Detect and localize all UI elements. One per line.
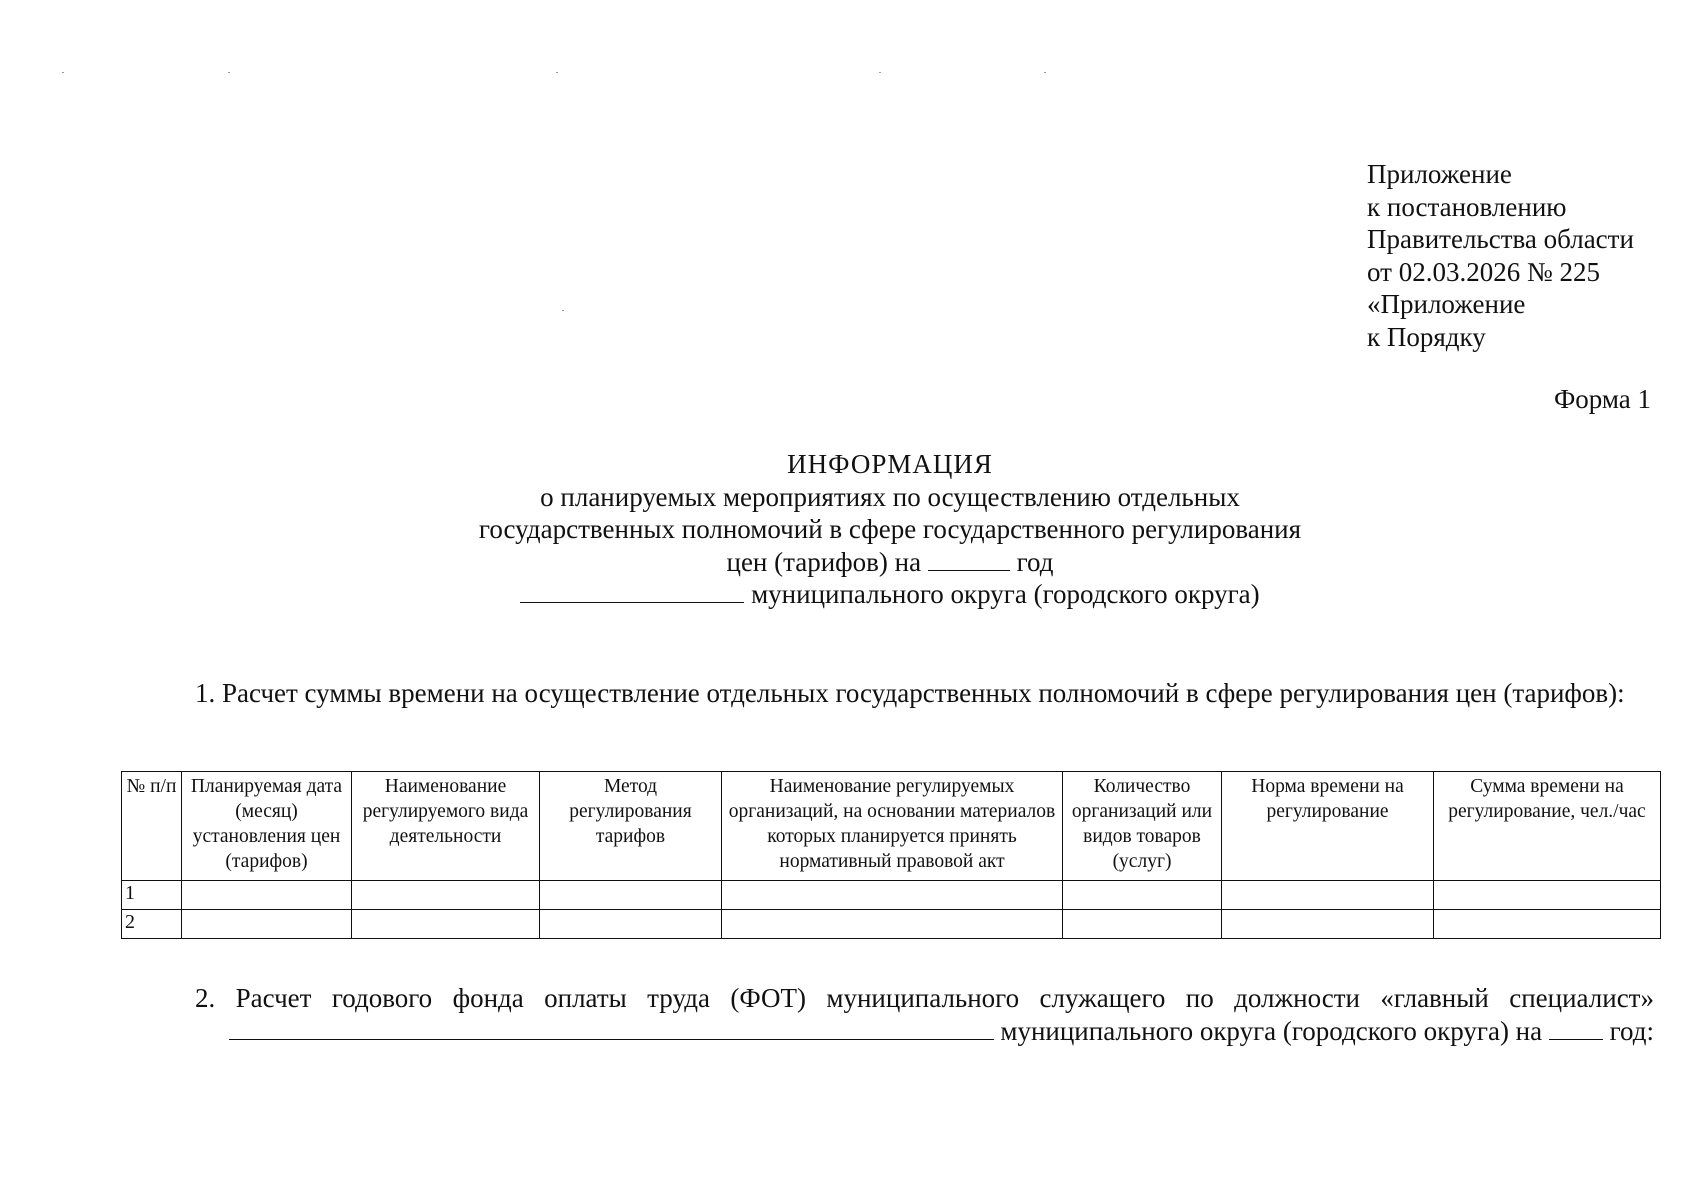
section-2-text: 2. Расчет годового фонда оплаты труда (ФОТ) муниципального служащего по должности «главный специалист» [195, 983, 1654, 1013]
municipality-blank-field[interactable] [229, 1019, 994, 1040]
table-cell[interactable] [1063, 910, 1222, 939]
row-number-cell: 1 [122, 881, 182, 910]
column-header: Сумма времени на регулирование, чел./час [1434, 772, 1661, 881]
appendix-line: к постановлению [1367, 191, 1567, 222]
table-cell[interactable] [1222, 881, 1434, 910]
table-cell[interactable] [1434, 910, 1661, 939]
table-row [122, 910, 1661, 939]
appendix-line: от 02.03.2026 № 225 [1367, 256, 1600, 287]
title-text: муниципального округа (городского округа) [751, 579, 1260, 609]
municipality-blank-field[interactable] [520, 582, 744, 603]
table-header-row [122, 772, 1661, 881]
title-line-year [290, 546, 1490, 579]
table-cell[interactable] [540, 881, 722, 910]
title-main: ИНФОРМАЦИЯ [787, 449, 993, 479]
title-text: цен (тарифов) на [726, 546, 922, 577]
column-header: Наименование регулируемого вида деятельности [352, 772, 540, 881]
appendix-line: Правительства области [1367, 224, 1634, 254]
column-header: Планируемая дата (месяц) установления цен (тарифов) [182, 772, 352, 881]
section-2-text: муниципального округа (городского округа) на [1000, 1016, 1543, 1046]
section-1-heading: 1. Расчет суммы времени на осуществление отдельных государственных полномочий в сфере регулирования цен (тарифов): [195, 678, 1625, 708]
year-blank-field[interactable] [928, 550, 1010, 571]
table-cell[interactable] [182, 881, 352, 910]
table-row [122, 881, 1661, 910]
table-cell[interactable] [1222, 910, 1434, 939]
column-header: Метод регулирования тарифов [540, 772, 722, 881]
appendix-line: Приложение [1367, 159, 1512, 189]
column-header: № п/п [122, 772, 182, 881]
table-cell[interactable] [722, 881, 1063, 910]
table-cell[interactable] [182, 910, 352, 939]
section-2-text: год: [1609, 1016, 1654, 1046]
table-cell[interactable] [540, 910, 722, 939]
table-cell[interactable] [1063, 881, 1222, 910]
table-cell[interactable] [722, 910, 1063, 939]
title-text: год [1016, 546, 1054, 577]
column-header: Наименование регулируемых организаций, на основании материалов которых планируется принять нормативный правовой акт [722, 772, 1063, 881]
title-line: государственных полномочий в сфере государственного регулирования [478, 514, 1302, 544]
appendix-line: к Порядку [1367, 321, 1486, 352]
time-calculation-table [121, 771, 1661, 939]
section-2-line [121, 1015, 1654, 1048]
table-cell[interactable] [352, 910, 540, 939]
appendix-line: «Приложение [1367, 289, 1526, 319]
section-2-heading [121, 982, 1654, 1048]
column-header: Количество организаций или видов товаров (услуг) [1063, 772, 1222, 881]
appendix-reference [1367, 158, 1634, 353]
title-line-municipality [290, 578, 1490, 611]
row-number-cell: 2 [122, 910, 182, 939]
document-title [290, 448, 1490, 611]
column-header: Норма времени на регулирование [1222, 772, 1434, 881]
table-cell[interactable] [352, 881, 540, 910]
title-line: о планируемых мероприятиях по осуществлению отдельных [540, 481, 1240, 512]
form-number: Форма 1 [1553, 384, 1651, 414]
year-blank-field[interactable] [1549, 1019, 1603, 1040]
table-cell[interactable] [1434, 881, 1661, 910]
